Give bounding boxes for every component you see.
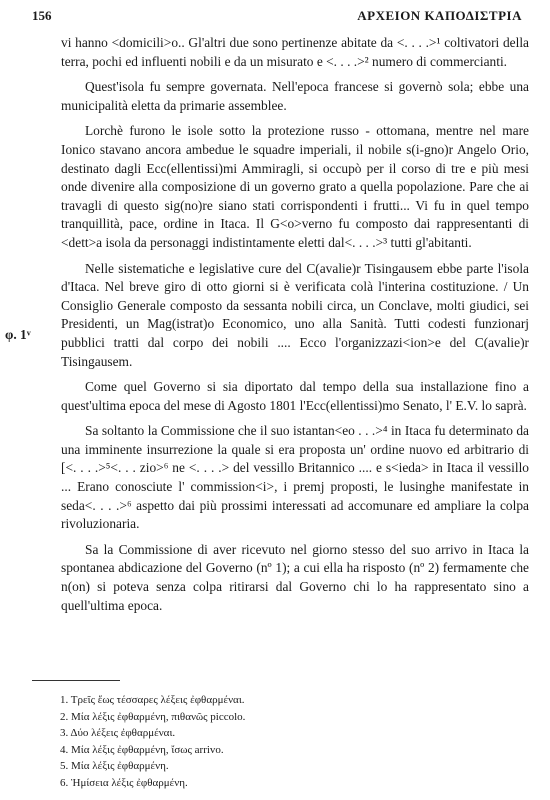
paragraph: vi hanno <domicili>o.. Gl'altri due sono pertinenze abitate da <. . . .>¹ coltivatori della terra, pochi ed influenti nobili e da un misurato e <. . . .>² numero di commercianti. [61, 35, 529, 69]
footnotes [60, 692, 520, 792]
folio-margin-reference: φ. 1ᵛ [5, 327, 31, 342]
paragraph: Come quel Governo si sia diportato dal tempo della sua installazione fino a quest'ultima epoca del mese di Agosto 1801 l'Ecc(ellentissi)mo Senato, l' E.V. lo saprà. [61, 379, 529, 413]
running-title: ΑΡΧΕΙΟΝ ΚΑΠΟΔΙΣΤΡΙΑ [357, 8, 522, 23]
paragraph: Lorchè furono le isole sotto la protezione russo - ottomana, mentre nel mare Ionico stavano ancora ambedue le squadre imperiali, il nobile s(i-gno)r Angelo Orio, destinato dagli Ecc(ellentissi)mi Ammiragli, si occupò per il corso di tre e più mesi onde divenire alla composizione di un governo grato a quella popolazione. Pare che ai travagli di questo sig(no)re siano stati corrispondenti i frutti... Vi fu in quel tempo tranquillità, pace, ordine in Itaca. Il G<o>verno fu composto dai rappresentanti di <dett>a isola da personaggi indistintamente eletti dal<. . . .>³ tutti gl'abitanti. [61, 123, 529, 250]
footnote: 1. Τρεῖς ἕως τέσσαρες λέξεις ἐφθαρμέναι. [60, 694, 245, 706]
paragraph: Sa la Commissione di aver ricevuto nel giorno stesso del suo arrivo in Itaca la spontanea abdicazione del Governo (nº 1); a cui ella ha risposto (nº 2) fermamente che n(on) si poteva senza colpa ritirarsi dal Governo chi lo ha rappresentato sino a quell'ultima epoca. [61, 541, 529, 613]
footnote-divider [32, 680, 120, 681]
footnote: 4. Μία λέξις ἐφθαρμένη, ἴσως arrivo. [60, 743, 224, 756]
paragraph: Nelle sistematiche e legislative cure del C(avalie)r Tisingausem ebbe parte l'isola d'Itaca. Nel breve giro di otto giorni si è verificata colà l'interina costituzione. / Un Consiglio Generale composto da sessanta nobili circa, un Conclave, molti giudici, sei Presidenti, un Mag(istrat)o Economico, uno alla Sanità. Tutti codesti funzionarj pubblici tratti dal corpo dei nobili .... Ecco l'organizzazi<ion>e del C(avalie)r Tisingausem. [61, 260, 529, 369]
page-number: 156 [32, 8, 52, 23]
body-text [61, 34, 529, 622]
footnote: 2. Μία λέξις ἐφθαρμένη, πιθανῶς piccolo. [60, 710, 246, 723]
footnote: 5. Μία λέξις ἐφθαρμένη. [60, 760, 169, 773]
page-header [32, 8, 522, 28]
paragraph: Quest'isola fu sempre governata. Nell'epoca francese si governò sola; ebbe una municipalità eletta da primarie assemblee. [61, 79, 529, 113]
footnote: 3. Δύο λέξεις ἐφθαρμέναι. [60, 727, 176, 740]
paragraph: Sa soltanto la Commissione che il suo istantan<eo . . .>⁴ in Itaca fu determinato da una imminente insurrezione la quale si era proposta un' ordine nuovo ed arbitrario di [<. . . .>⁵<. . . zio>⁶ ne <. . . .> del vessillo Britannico .... e s<ieda> in Itaca il vessillo ... Erano conosciute l' commission<i>, i premj proposti, le lusinghe manifestate in seda<. . . .>⁶ aspetto dai più prossimi interessati ad accomunare ed ampliare la colpa rivoluzionaria. [61, 423, 529, 532]
footnote: 6. Ἡμίσεια λέξις ἐφθαρμένη. [60, 776, 188, 789]
